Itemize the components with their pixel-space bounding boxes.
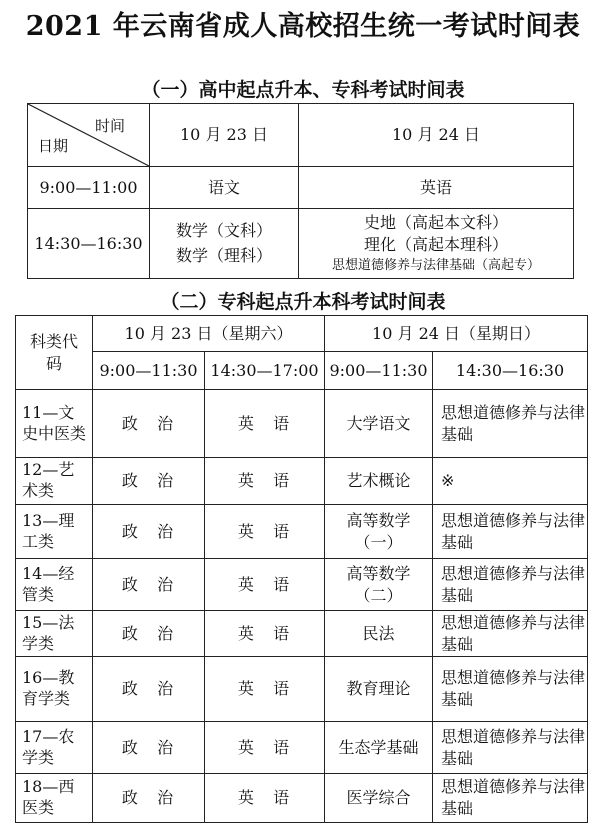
subject-cell: 语文 xyxy=(150,167,299,209)
category-cell: 12—艺术类 xyxy=(16,458,93,505)
subject-cell: 思想道德修养与法律基础 xyxy=(433,611,588,657)
category-header: 科类代码 xyxy=(16,316,93,390)
subject-cell: 高等数学（一） xyxy=(325,505,433,559)
table-body xyxy=(16,390,588,823)
subject-line: 数学（文科） xyxy=(175,220,272,240)
table-header-row xyxy=(16,352,588,390)
category-cell: 14—经管类 xyxy=(16,559,93,611)
corner-date-label: 日期 xyxy=(38,136,69,155)
time-header: 14:30—16:30 xyxy=(433,352,588,390)
date-header: 10 月 24 日 xyxy=(299,104,574,167)
table-row xyxy=(28,167,574,209)
date-header: 10 月 23 日 xyxy=(150,104,299,167)
category-cell: 11—文史中医类 xyxy=(16,390,93,458)
date-header: 10 月 23 日（星期六） xyxy=(93,316,325,352)
subject-cell: 英语 xyxy=(205,390,325,458)
time-header: 9:00—11:30 xyxy=(93,352,205,390)
section1-heading: （一）高中起点升本、专科考试时间表 xyxy=(141,79,465,101)
subject-cell: 政治 xyxy=(93,458,205,505)
subject-cell: 思想道德修养与法律基础 xyxy=(433,774,588,823)
subject-cell: ※ xyxy=(433,458,588,505)
subject-cell: 思想道德修养与法律基础 xyxy=(433,505,588,559)
section2-heading: （二）专科起点升本科考试时间表 xyxy=(160,291,446,313)
table-row xyxy=(16,458,588,505)
subject-cell: 思想道德修养与法律基础 xyxy=(433,559,588,611)
page-title: 2021 年云南省成人高校招生统一考试时间表 xyxy=(25,11,581,42)
corner-time-label: 时间 xyxy=(94,117,125,135)
table-row xyxy=(16,722,588,774)
table-header-row xyxy=(28,104,574,167)
subject-cell: 大学语文 xyxy=(325,390,433,458)
time-cell: 14:30—16:30 xyxy=(28,209,150,279)
subject-line: 理化（高起本理科） xyxy=(363,235,508,255)
category-cell: 18—西医类 xyxy=(16,774,93,823)
table-row xyxy=(16,559,588,611)
table-row xyxy=(16,390,588,458)
subject-cell: 政治 xyxy=(93,657,205,722)
time-header: 9:00—11:30 xyxy=(325,352,433,390)
table-row xyxy=(28,209,574,279)
subject-cell: 政治 xyxy=(93,505,205,559)
exam-table-high-school xyxy=(27,103,574,279)
subject-cell: 高等数学（二） xyxy=(325,559,433,611)
subject-cell: 英语 xyxy=(299,167,574,209)
subject-cell: 英语 xyxy=(205,722,325,774)
subject-cell: 医学综合 xyxy=(325,774,433,823)
subject-cell: 英语 xyxy=(205,505,325,559)
subject-cell: 思想道德修养与法律基础 xyxy=(433,390,588,458)
subject-cell: 思想道德修养与法律基础 xyxy=(433,657,588,722)
subject-cell: 民法 xyxy=(325,611,433,657)
diagonal-header-cell xyxy=(28,104,150,167)
table-row xyxy=(16,657,588,722)
table-row xyxy=(16,774,588,823)
subject-line: 史地（高起本文科） xyxy=(363,213,508,233)
time-header: 14:30—17:00 xyxy=(205,352,325,390)
category-cell: 15—法学类 xyxy=(16,611,93,657)
subject-cell: 思想道德修养与法律基础 xyxy=(433,722,588,774)
subject-cell: 英语 xyxy=(205,458,325,505)
table-row xyxy=(16,505,588,559)
category-cell: 16—教育学类 xyxy=(16,657,93,722)
subject-cell: 英语 xyxy=(205,611,325,657)
date-header: 10 月 24 日（星期日） xyxy=(325,316,588,352)
subject-cell xyxy=(299,209,574,279)
subject-cell: 英语 xyxy=(205,559,325,611)
subject-cell xyxy=(150,209,299,279)
table-header-row xyxy=(16,316,588,352)
subject-cell: 政治 xyxy=(93,611,205,657)
exam-table-college xyxy=(15,315,588,823)
subject-cell: 政治 xyxy=(93,390,205,458)
subject-cell: 英语 xyxy=(205,657,325,722)
subject-cell: 英语 xyxy=(205,774,325,823)
time-cell: 9:00—11:00 xyxy=(28,167,150,209)
subject-cell: 政治 xyxy=(93,722,205,774)
category-cell: 13—理工类 xyxy=(16,505,93,559)
subject-cell: 政治 xyxy=(93,774,205,823)
category-cell: 17—农学类 xyxy=(16,722,93,774)
subject-cell: 政治 xyxy=(93,559,205,611)
subject-cell: 生态学基础 xyxy=(325,722,433,774)
table-row xyxy=(16,611,588,657)
subject-cell: 教育理论 xyxy=(325,657,433,722)
subject-cell: 艺术概论 xyxy=(325,458,433,505)
subject-line: 数学（理科） xyxy=(175,245,272,265)
subject-line: 思想道德修养与法律基础（高起专） xyxy=(331,257,540,273)
